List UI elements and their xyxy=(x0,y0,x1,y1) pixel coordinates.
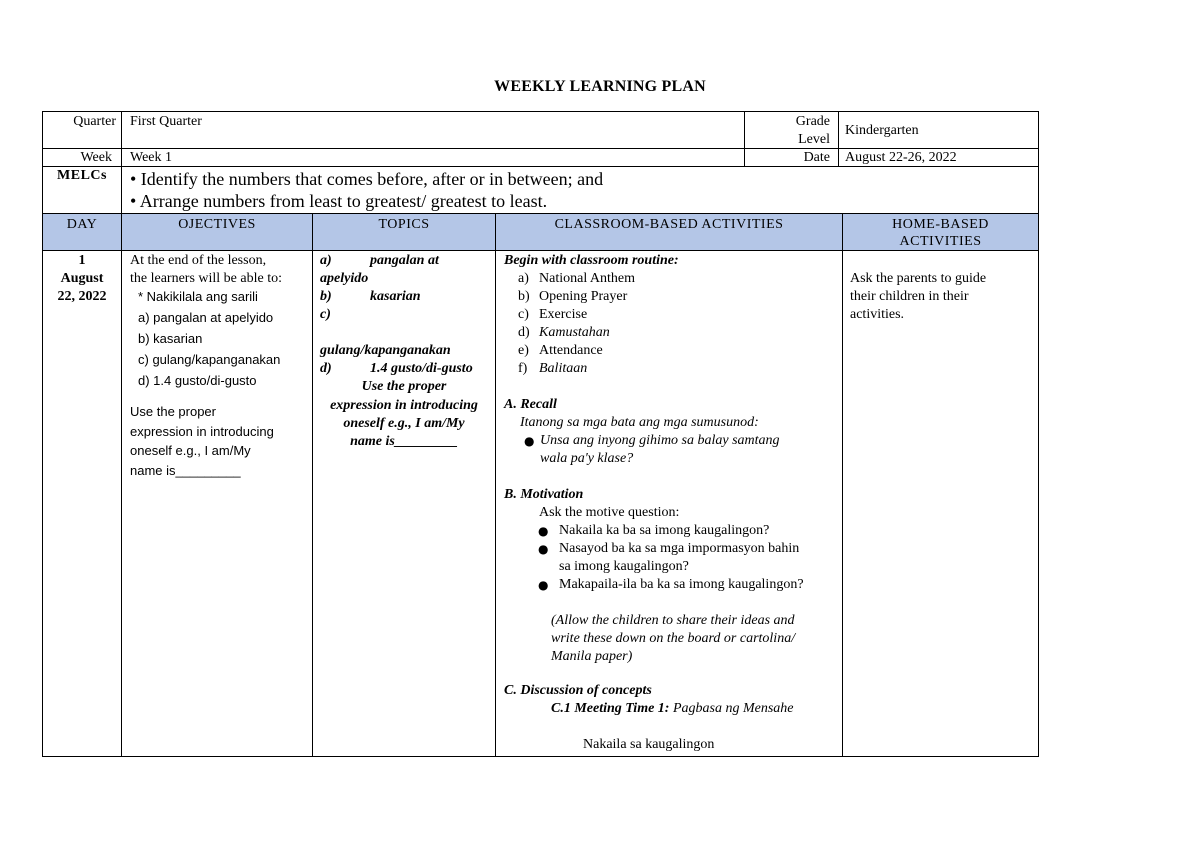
routine-marker: d) xyxy=(518,325,530,340)
quarter-label: Quarter xyxy=(73,114,116,129)
recall-question-line2: wala pa'y klase? xyxy=(540,451,634,466)
topic-a-text-line2: apelyido xyxy=(320,271,369,286)
routine-item: Kamustahan xyxy=(539,325,610,340)
week-value: Week 1 xyxy=(130,150,173,165)
routine-item: Balitaan xyxy=(539,361,588,376)
objectives-item: * Nakikilala ang sarili xyxy=(138,289,258,304)
motivation-question-2-line1: Nasayod ba ka sa mga impormasyon bahin xyxy=(559,541,800,556)
meeting-time-text: Pagbasa ng Mensahe xyxy=(672,701,794,716)
day-month: August xyxy=(60,271,104,286)
meeting-time-line xyxy=(551,700,794,718)
week-label: Week xyxy=(80,150,112,165)
home-activity-line2: their children in their xyxy=(850,289,969,304)
topic-use-line3: oneself e.g., I am/My xyxy=(343,416,465,431)
objectives-intro-line1: At the end of the lesson, xyxy=(130,253,267,268)
objectives-use-line2: expression in introducing xyxy=(130,424,274,439)
routine-marker: c) xyxy=(518,307,529,322)
column-header-day: DAY xyxy=(66,217,98,232)
column-header-topics: TOPICS xyxy=(378,217,430,232)
objectives-item: a) pangalan at apelyido xyxy=(138,310,274,325)
topic-a-text: pangalan at xyxy=(370,253,439,268)
home-activity-line3: activities. xyxy=(850,307,905,322)
column-header-home-activities-line1: HOME-BASED xyxy=(892,217,989,232)
recall-intro: Itanong sa mga bata ang mga sumusunod: xyxy=(520,415,759,430)
topic-b-marker: b) xyxy=(320,289,332,304)
bullet-icon: ● xyxy=(538,578,549,592)
routine-item: Opening Prayer xyxy=(539,289,628,304)
column-header-home-activities-line2: ACTIVITIES xyxy=(899,234,982,249)
topic-d-marker: d) xyxy=(320,361,332,376)
routine-item: Exercise xyxy=(539,307,588,322)
routine-marker: f) xyxy=(518,361,528,376)
recall-title: A. Recall xyxy=(504,397,557,412)
topic-use-line2: expression in introducing xyxy=(330,398,478,413)
motivation-title: B. Motivation xyxy=(504,487,584,502)
motivation-question-1: Nakaila ka ba sa imong kaugalingon? xyxy=(559,523,770,538)
date-value: August 22-26, 2022 xyxy=(845,150,957,165)
bullet-icon: ● xyxy=(524,434,535,448)
routine-item: Attendance xyxy=(539,343,603,358)
routine-marker: e) xyxy=(518,343,529,358)
topic-c-marker: c) xyxy=(320,307,331,322)
motivation-question-3: Makapaila-ila ba ka sa imong kaugalingon? xyxy=(559,577,804,592)
objectives-use-line1: Use the proper xyxy=(130,404,216,419)
routine-title: Begin with classroom routine: xyxy=(504,253,679,268)
bullet-icon: ● xyxy=(538,524,549,538)
allow-note-line3: Manila paper) xyxy=(551,649,633,664)
bullet-icon: ● xyxy=(538,542,549,556)
routine-marker: a) xyxy=(518,271,529,286)
grade-value: Kindergarten xyxy=(845,123,919,138)
nakaila-line: Nakaila sa kaugalingon xyxy=(583,737,715,752)
melc-item-1: • Identify the numbers that comes before, after or in between; and xyxy=(130,169,604,189)
grade-label-line1: Grade xyxy=(795,114,830,129)
topic-a-marker: a) xyxy=(320,253,332,268)
topic-d-text: 1.4 gusto/di-gusto xyxy=(370,361,473,376)
grade-label-line2: Level xyxy=(798,132,830,147)
motivation-question-2-line2: sa imong kaugalingon? xyxy=(559,559,689,574)
page-title: WEEKLY LEARNING PLAN xyxy=(494,78,706,95)
objectives-use-line4: name is_________ xyxy=(130,463,241,478)
objectives-item: d) 1.4 gusto/di-gusto xyxy=(138,373,257,388)
objectives-item: c) gulang/kapanganakan xyxy=(138,352,281,367)
routine-item: National Anthem xyxy=(539,271,636,286)
day-number: 1 xyxy=(78,253,86,268)
objectives-use-line3: oneself e.g., I am/My xyxy=(130,443,251,458)
allow-note-line1: (Allow the children to share their ideas and xyxy=(551,613,795,628)
melcs-label: MELCs xyxy=(57,168,107,183)
topic-use-line4: name is_________ xyxy=(350,434,458,449)
topic-use-line1: Use the proper xyxy=(361,379,447,394)
motivation-intro: Ask the motive question: xyxy=(539,505,680,520)
column-header-classroom-activities: CLASSROOM-BASED ACTIVITIES xyxy=(554,217,784,232)
meeting-time-label: C.1 Meeting Time 1: xyxy=(551,701,670,716)
discussion-title: C. Discussion of concepts xyxy=(504,683,652,698)
topic-b-text: kasarian xyxy=(370,289,421,304)
objectives-intro-line2: the learners will be able to: xyxy=(130,271,282,286)
date-label: Date xyxy=(803,150,830,165)
melc-item-2: • Arrange numbers from least to greatest/ greatest to least. xyxy=(130,191,548,211)
quarter-value: First Quarter xyxy=(130,114,202,129)
routine-marker: b) xyxy=(518,289,530,304)
recall-question-line1: Unsa ang inyong gihimo sa balay samtang xyxy=(540,433,780,448)
topic-c-text: gulang/kapanganakan xyxy=(320,343,451,358)
home-activity-line1: Ask the parents to guide xyxy=(850,271,987,286)
allow-note-line2: write these down on the board or cartolina/ xyxy=(551,631,796,646)
objectives-item: b) kasarian xyxy=(138,331,203,346)
column-header-objectives: OJECTIVES xyxy=(178,217,256,232)
day-date: 22, 2022 xyxy=(57,289,107,304)
